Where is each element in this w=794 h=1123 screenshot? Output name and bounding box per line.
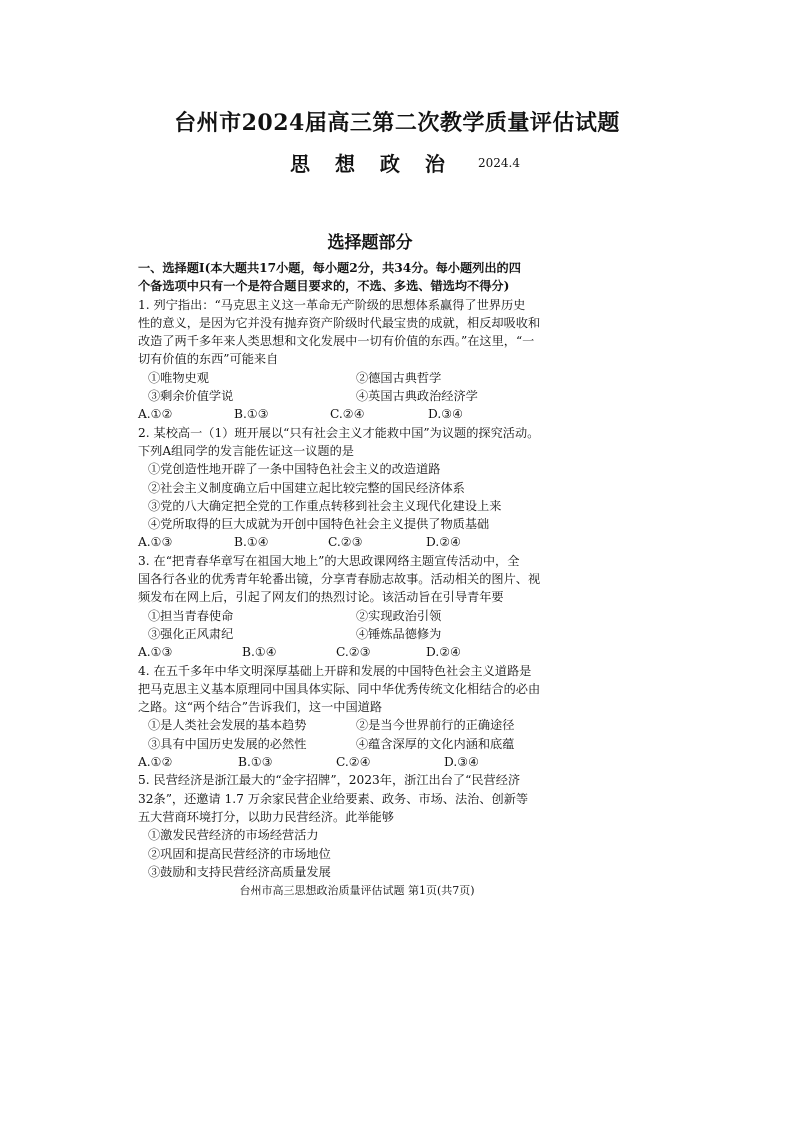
option-row bbox=[138, 607, 572, 625]
option-row bbox=[138, 387, 572, 405]
answer-row bbox=[138, 405, 572, 423]
question-stem-line: 性的意义，是因为它并没有抛弃资产阶级时代最宝贵的成就，相反却吸收和 bbox=[138, 315, 541, 330]
question-stem-line: 改造了两千多年来人类思想和文化发展中一切有价值的东西。”在这里，“一 bbox=[138, 334, 535, 349]
option-item: ④锤炼品德修为 bbox=[356, 626, 442, 641]
answer-choice-b: B.①③ bbox=[234, 407, 269, 422]
section-title: 选择题部分 bbox=[327, 233, 413, 253]
answer-choice-b: B.①③ bbox=[238, 755, 273, 770]
option-item: ③具有中国历史发展的必然性 bbox=[148, 736, 307, 751]
question-stem-line: 切有价值的东西”可能来自 bbox=[138, 352, 279, 367]
question-4 bbox=[138, 662, 572, 772]
answer-choice-c: C.②③ bbox=[328, 535, 363, 550]
answer-choice-a: A.①② bbox=[138, 407, 173, 422]
question-1 bbox=[138, 296, 572, 424]
answer-choice-c: C.②③ bbox=[336, 645, 371, 660]
option-item: ①党创造性地开辟了一条中国特色社会主义的改造道路 bbox=[148, 462, 441, 477]
answer-choice-d: D.③④ bbox=[444, 755, 480, 770]
answer-choice-b: B.①④ bbox=[242, 645, 277, 660]
question-stem-line: 5. 民营经济是浙江最大的“金字招牌”，2023年，浙江出台了“民营经济 bbox=[138, 773, 521, 788]
question-content bbox=[138, 259, 572, 881]
answer-choice-c: C.②④ bbox=[336, 755, 371, 770]
option-item: ①唯物史观 bbox=[148, 370, 209, 385]
option-item: ④党所取得的巨大成就为开创中国特色社会主义提供了物质基础 bbox=[148, 517, 490, 532]
question-stem-line: 频发布在网上后，引起了网友们的热烈讨论。该活动旨在引导青年要 bbox=[138, 590, 504, 605]
question-stem-line: 1. 列宁指出：“马克思主义这一革命无产阶级的思想体系赢得了世界历史 bbox=[138, 297, 526, 312]
question-stem-line: 之路。这“两个结合”告诉我们，这一中国道路 bbox=[138, 700, 383, 715]
question-3 bbox=[138, 552, 572, 662]
instructions-line: 一、选择题Ⅰ(本大题共17小题，每小题2分，共34分。每小题列出的四 bbox=[138, 261, 521, 275]
option-row bbox=[138, 735, 572, 753]
option-item: ③剩余价值学说 bbox=[148, 389, 234, 404]
exam-date: 2024.4 bbox=[478, 156, 520, 170]
option-item: ①担当青春使命 bbox=[148, 608, 234, 623]
answer-choice-d: D.②④ bbox=[426, 645, 462, 660]
question-stem-line: 32条”，还邀请 1.7 万余家民营企业给要素、政务、市场、法治、创新等 bbox=[138, 791, 529, 806]
option-row bbox=[138, 625, 572, 643]
answer-row bbox=[138, 643, 572, 661]
question-stem-line: 国各行各业的优秀青年轮番出镜，分享青春励志故事。活动相关的图片、视 bbox=[138, 572, 541, 587]
question-stem-line: 4. 在五千多年中华文明深厚基础上开辟和发展的中国特色社会主义道路是 bbox=[138, 663, 532, 678]
option-item: ②社会主义制度确立后中国建立起比较完整的国民经济体系 bbox=[148, 480, 465, 495]
answer-choice-c: C.②④ bbox=[330, 407, 365, 422]
subject-name: 思 想 政 治 bbox=[290, 152, 454, 176]
instructions-line: 个备选项中只有一个是符合题目要求的，不选、多选、错选均不得分) bbox=[138, 279, 510, 294]
question-stem-line: 五大营商环境打分，以助力民营经济。此举能够 bbox=[138, 809, 394, 824]
answer-choice-a: A.①② bbox=[138, 755, 173, 770]
answer-choice-b: B.①④ bbox=[234, 535, 269, 550]
option-item: ④英国古典政治经济学 bbox=[356, 389, 478, 404]
answer-choice-d: D.③④ bbox=[428, 407, 464, 422]
question-stem-line: 2. 某校高一（1）班开展以“只有社会主义才能救中国”为议题的探究活动。 bbox=[138, 425, 540, 440]
question-stem-line: 3. 在“把青春华章写在祖国大地上”的大思政课网络主题宣传活动中，全 bbox=[138, 553, 520, 568]
answer-choice-a: A.①③ bbox=[138, 645, 173, 660]
option-item: ②巩固和提高民营经济的市场地位 bbox=[148, 846, 331, 861]
option-item: ②德国古典哲学 bbox=[356, 370, 442, 385]
answer-row bbox=[138, 753, 572, 771]
answer-row bbox=[138, 533, 572, 551]
question-5 bbox=[138, 771, 572, 881]
option-item: ②是当今世界前行的正确途径 bbox=[356, 718, 515, 733]
subject-row bbox=[290, 148, 520, 177]
option-row bbox=[138, 369, 572, 387]
answer-choice-a: A.①③ bbox=[138, 535, 173, 550]
option-item: ③党的八大确定把全党的工作重点转移到社会主义现代化建设上来 bbox=[148, 498, 502, 513]
option-item: ①是人类社会发展的基本趋势 bbox=[148, 718, 307, 733]
question-stem-line: 下列A组同学的发言能佐证这一议题的是 bbox=[138, 443, 354, 458]
option-row bbox=[138, 716, 572, 734]
option-item: ③强化正风肃纪 bbox=[148, 626, 234, 641]
option-item: ④蕴含深厚的文化内涵和底蕴 bbox=[356, 736, 515, 751]
page-footer: 台州市高三思想政治质量评估试题 第1页(共7页) bbox=[239, 884, 475, 897]
option-item: ①激发民营经济的市场经营活力 bbox=[148, 828, 319, 843]
question-2 bbox=[138, 424, 572, 552]
question-stem-line: 把马克思主义基本原理同中国具体实际、同中华优秀传统文化相结合的必由 bbox=[138, 681, 541, 696]
option-item: ②实现政治引领 bbox=[356, 608, 442, 623]
answer-choice-d: D.②④ bbox=[426, 535, 462, 550]
option-item: ③鼓励和支持民营经济高质量发展 bbox=[148, 864, 331, 879]
exam-title: 台州市2024届高三第二次教学质量评估试题 bbox=[174, 110, 620, 136]
